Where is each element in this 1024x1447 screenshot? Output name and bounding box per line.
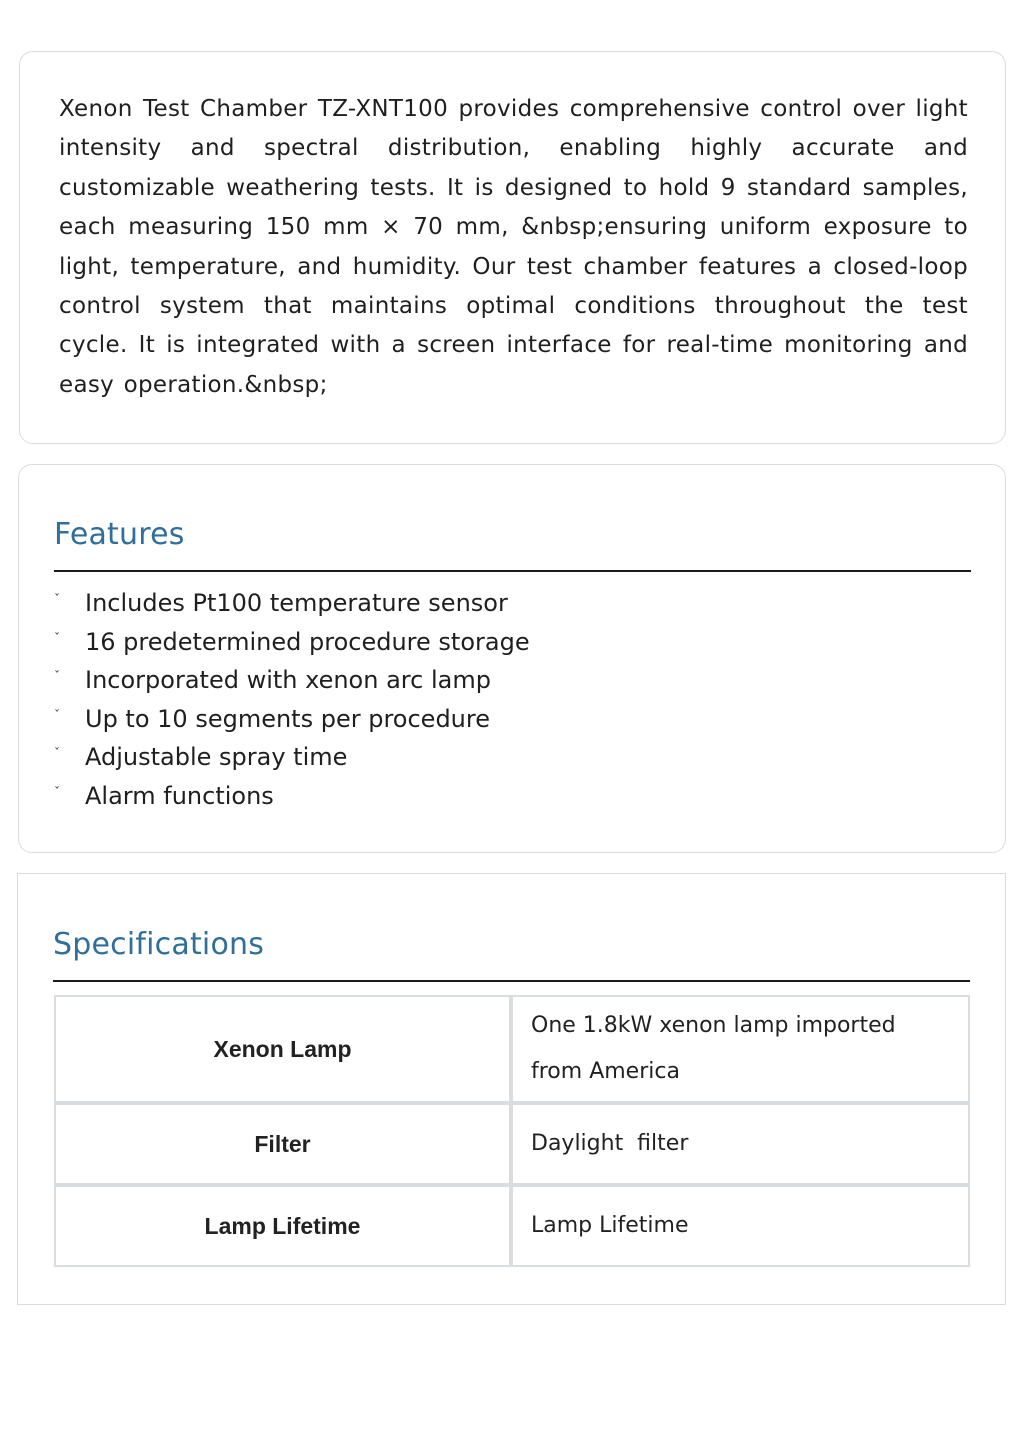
- check-icon: ˇ: [54, 669, 60, 684]
- feature-label: Up to 10 segments per procedure: [85, 704, 490, 733]
- features-heading: Features: [54, 517, 185, 552]
- spec-key-cell: Xenon Lamp: [54, 995, 511, 1103]
- feature-item: [54, 738, 971, 777]
- feature-label: Adjustable spray time: [85, 743, 348, 772]
- product-description: Xenon Test Chamber TZ-XNT100 provides comprehensive control over light intensity and spectral distribution, enabling highly accurate and customizable weathering tests. It is designed to hold 9 standard samples, each measuring 150 mm × 70 mm, &nbsp;ensuring uniform exposure to light, temperature, and humidity. Our test chamber features a closed-loop control system that maintains optimal conditions throughout the test cycle. It is integrated with a screen interface for real-time monitoring and easy operation.&nbsp;: [59, 96, 968, 398]
- check-icon: ˇ: [54, 784, 60, 799]
- feature-item: [54, 623, 971, 662]
- table-row: [54, 995, 970, 1103]
- description-card: [19, 51, 1006, 444]
- spec-value-cell: Lamp Lifetime: [511, 1185, 970, 1267]
- check-icon: ˇ: [54, 746, 60, 761]
- feature-item: [54, 700, 971, 739]
- specifications-table: [54, 995, 970, 1267]
- feature-item: [54, 584, 971, 623]
- table-row: [54, 1185, 970, 1267]
- feature-label: Includes Pt100 temperature sensor: [85, 589, 508, 617]
- check-icon: ˇ: [54, 592, 60, 606]
- features-list: [54, 584, 971, 816]
- feature-item: [54, 777, 971, 816]
- specifications-card: [17, 873, 1006, 1305]
- spec-value-cell: One 1.8kW xenon lamp imported from America: [511, 995, 970, 1103]
- feature-label: Incorporated with xenon arc lamp: [85, 666, 491, 695]
- features-card: [18, 464, 1006, 853]
- table-row: [54, 1103, 970, 1185]
- spec-value-cell: Daylight filter: [511, 1103, 970, 1185]
- feature-label: 16 predetermined procedure storage: [85, 627, 530, 656]
- features-divider: [54, 570, 971, 572]
- spec-key-cell: Lamp Lifetime: [54, 1185, 511, 1267]
- feature-item: [54, 661, 971, 700]
- check-icon: ˇ: [54, 630, 60, 645]
- feature-label: Alarm functions: [85, 781, 274, 810]
- spec-key-cell: Filter: [54, 1103, 511, 1185]
- specifications-heading: Specifications: [53, 927, 265, 962]
- specifications-divider: [53, 980, 970, 982]
- check-icon: ˇ: [54, 707, 60, 722]
